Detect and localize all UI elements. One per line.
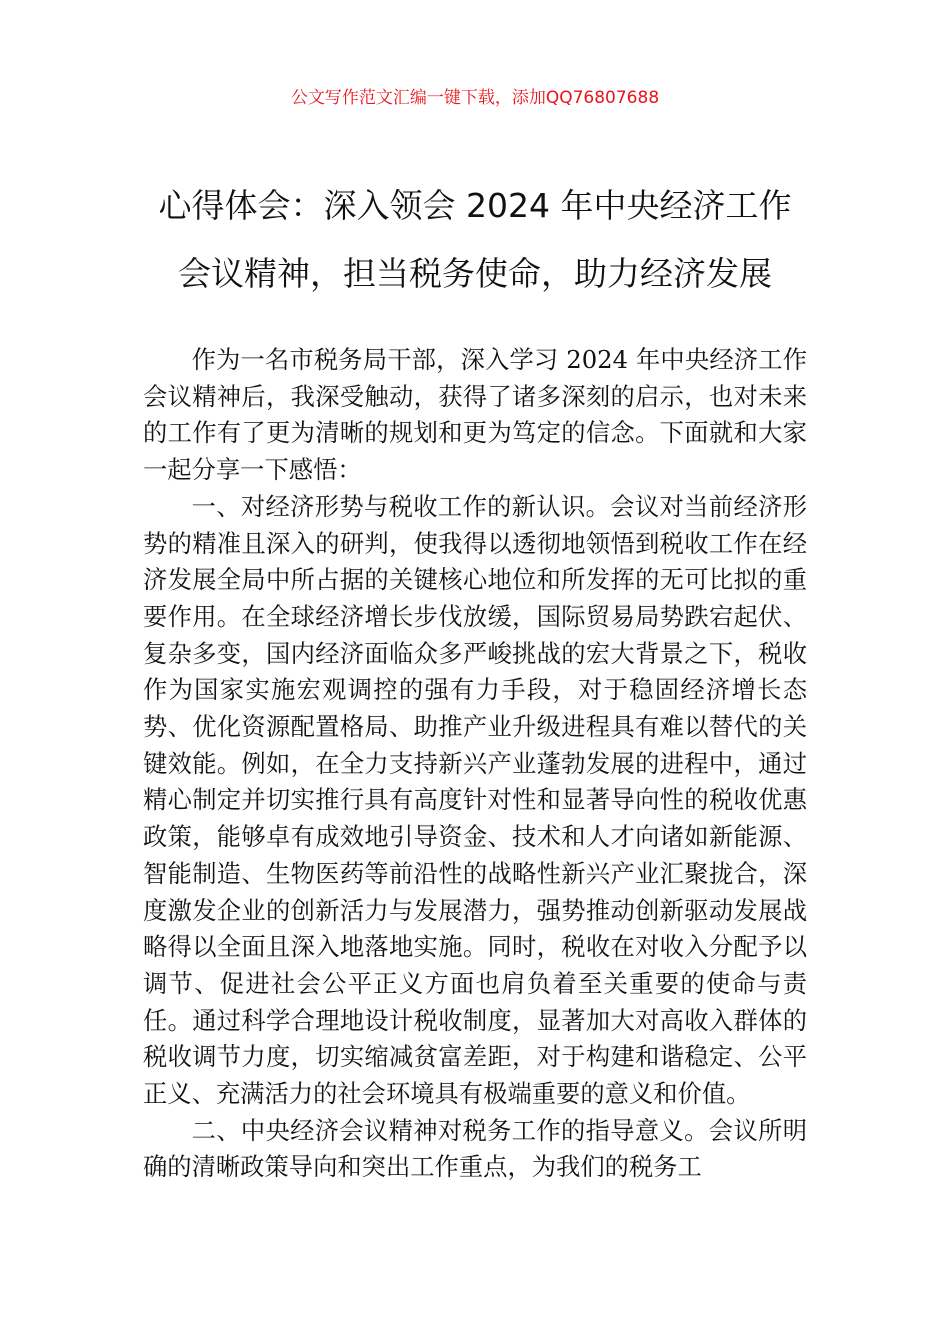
paragraph-section-1: 一、对经济形势与税收工作的新认识。会议对当前经济形势的精准且深入的研判，使我得以透彻地领悟到税收工作在经济发展全局中所占据的关键核心地位和所发挥的无可比拟的重要作用。在全球经济增长步伐放缓，国际贸易局势跌宕起伏、复杂多变，国内经济面临众多严峻挑战的宏大背景之下，税收作为国家实施宏观调控的强有力手段，对于稳固经济增长态势、优化资源配置格局、助推产业升级进程具有难以替代的关键效能。例如，在全力支持新兴产业蓬勃发展的进程中，通过精心制定并切实推行具有高度针对性和显著导向性的税收优惠政策，能够卓有成效地引导资金、技术和人才向诸如新能源、智能制造、生物医药等前沿性的战略性新兴产业汇聚拢合，深度激发企业的创新活力与发展潜力，强势推动创新驱动发展战略得以全面且深入地落地实施。同时，税收在对收入分配予以调节、促进社会公平正义方面也肩负着至关重要的使命与责任。通过科学合理地设计税收制度，显著加大对高收入群体的税收调节力度，切实缩减贫富差距，对于构建和谐稳定、公平正义、充满活力的社会环境具有极端重要的意义和价值。 (143, 491, 807, 1109)
header-promo-text: 公文写作范文汇编一键下载，添加QQ76807688 (290, 88, 660, 108)
document-title-line-1: 心得体会：深入领会 2024 年中央经济工作 (158, 186, 792, 225)
paragraph-intro: 作为一名市税务局干部，深入学习 2024 年中央经济工作会议精神后，我深受触动，获得了诸多深刻的启示，也对未来的工作有了更为清晰的规划和更为笃定的信念。下面就和大家一起分享一下感悟： (143, 345, 807, 485)
document-title (120, 172, 830, 308)
document-body (143, 342, 807, 1186)
paragraph-section-2: 二、中央经济会议精神对税务工作的指导意义。会议所明确的清晰政策导向和突出工作重点，为我们的税务工 (143, 1115, 807, 1182)
document-title-line-2: 会议精神，担当税务使命，助力经济发展 (178, 254, 772, 293)
